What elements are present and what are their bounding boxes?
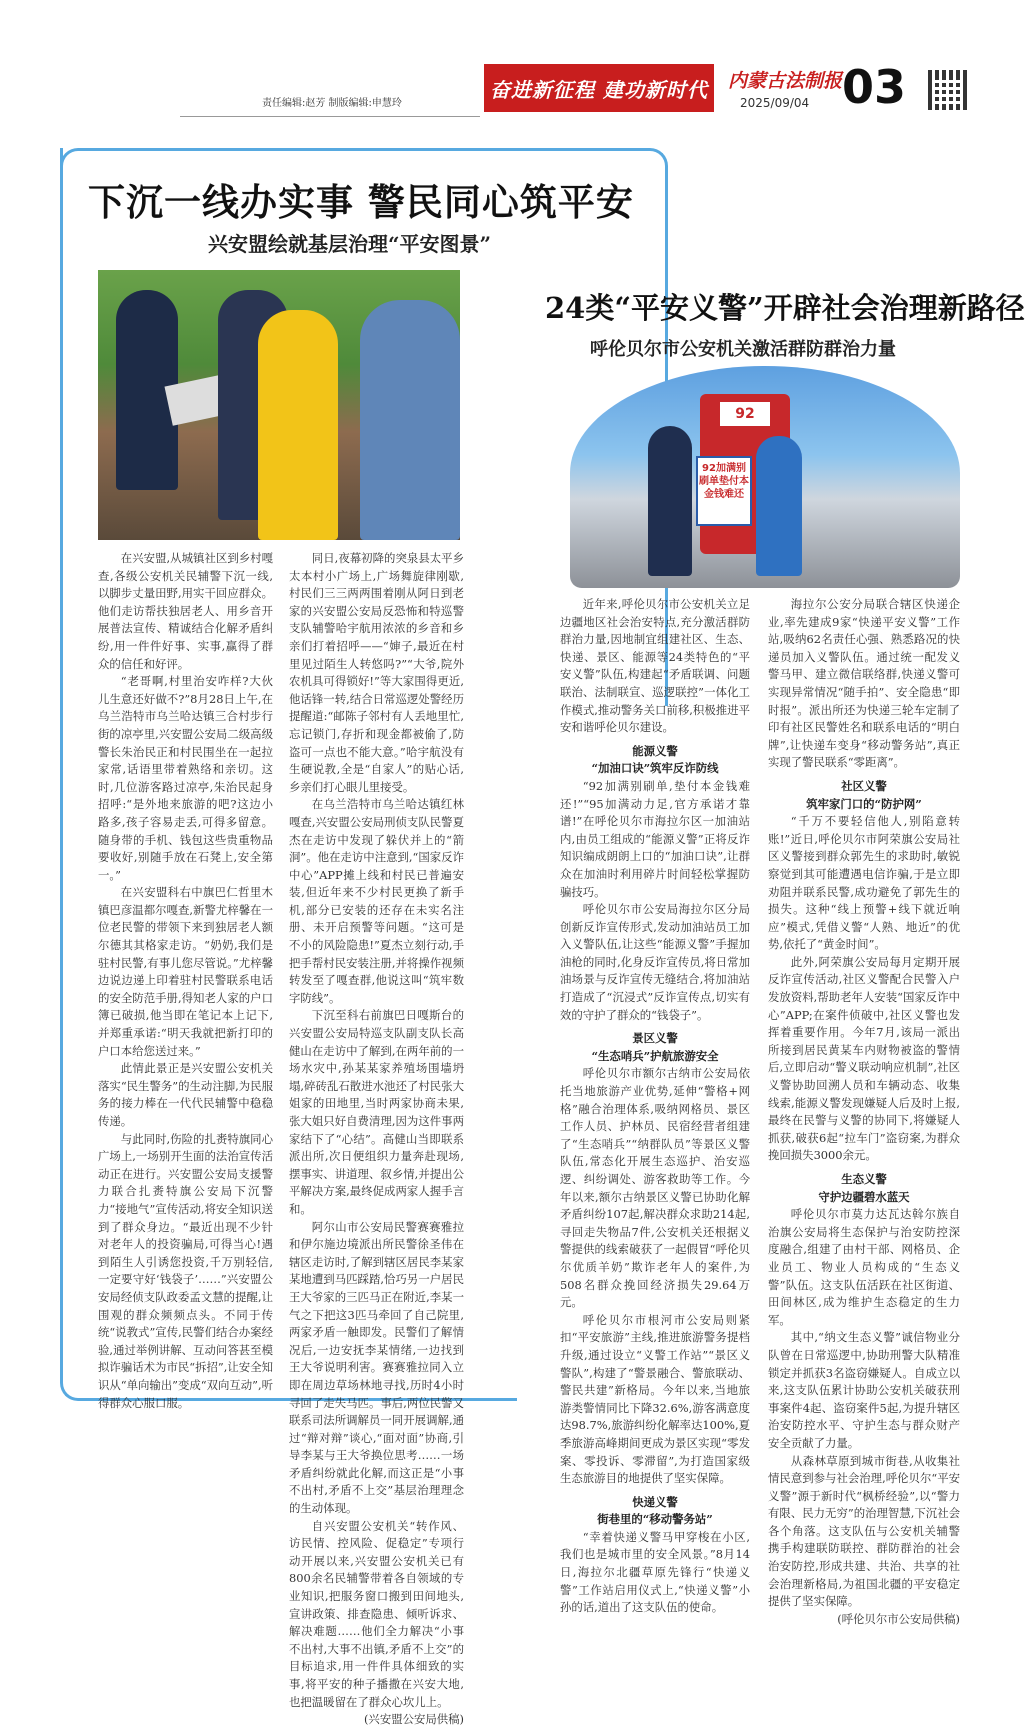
article2-paragraph: “92加满别刷单,垫付本金钱难还!”“95加满动力足,官方承诺才靠谱!”在呼伦贝尔市海拉尔区一加油站内,由员工组成的“能源义警”正将反诈知识编成朗朗上口的“加油口诀”,让群众在加油时利用碎片时间轻松掌握防骗技巧。 <box>560 778 750 899</box>
article2-paragraph: “幸着快递义警马甲穿梭在小区,我们也是城市里的安全风景。”8月14日,海拉尔北疆草原先锋行“快递义警”工作站启用仪式上,“快递义警”小孙的话,道出了这支队伍的使命。 <box>560 1529 750 1615</box>
article1-paragraph: “老哥啊,村里治安咋样?大伙儿生意还好做不?”8月28日上午,在乌兰浩特市乌兰哈达镇三合村步行街的凉亭里,兴安盟公安局二级高级警长朱治民正和村民围坐在一起拉家常,话语里带着熟络和亲切。这时,几位游客路过凉亭,朱治民起身招呼:“是外地来旅游的吧?这边小路多,孩子容易走丢,可得多留意。随身带的手机、钱包这些贵重物品要收好,别随手放在石凳上,安全第一。” <box>98 674 273 882</box>
photo-pump-sign: 92 <box>720 402 770 426</box>
article2-paragraph: 其中,“纳文生态义警”诚信物业分队曾在日常巡逻中,协助刑警大队精准锁定并抓获3名盗窃嫌疑人。自成立以来,这支队伍累计协助公安机关破获刑事案件4起、盗窃案件5起,为提升辖区治安防控水平、守护生态与群众财产安全贡献了力量。 <box>768 1330 960 1450</box>
article2-paragraph: “千万不要轻信他人,别陷意转账!”近日,呼伦贝尔市阿荣旗公安局社区义警接到群众郭先生的求助时,敏锐察觉到其可能遭遇电信诈骗,于是立即劝阻并联系民警,成功避免了郭先生的损失。这种“线上预警+线下就近响应”模式,凭借义警“人熟、地近”的优势,依托了“黄金时间”。 <box>768 814 960 952</box>
photo-figure-police <box>648 426 692 576</box>
editors-line: 责任编辑:赵芳 制版编辑:申慧玲 <box>262 98 402 109</box>
photo-figure-attendant <box>756 436 802 576</box>
section-label: 生态义警 <box>841 1172 887 1186</box>
slogan-banner: 奋进新征程 建功新时代 <box>484 64 714 112</box>
article2-subheadline: 呼伦贝尔市公安机关激活群防群治力量 <box>590 339 896 360</box>
article2-paragraph: 呼伦贝尔市莫力达瓦达斡尔族自治旗公安局将生态保护与治安防控深度融合,组建了由村干部、网格员、企业员工、物业人员构成的“生态义警”队伍。这支队伍活跃在社区街道、田间林区,成为维护生态稳定的生力军。 <box>768 1207 960 1327</box>
section-heading: 守护边疆碧水蓝天 <box>818 1189 910 1204</box>
section-label: 景区义警 <box>632 1031 678 1046</box>
article1-column-2 <box>289 550 464 1727</box>
article2-paragraph: 从森林草原到城市街巷,从收集社情民意到参与社会治理,呼伦贝尔“平安义警”源于新时代“枫桥经验”,以“警力有限、民力无穷”的治理智慧,下沉社会各个角落。这支队伍与公安机关辅警携手构建联防联控、群防群治的社会治安防控,形成共建、共治、共享的社会治理新格局,为祖国北疆的平安稳定提供了坚实保障。 <box>768 1453 960 1609</box>
article1-headline: 下沉一线办实事 警民同心筑平安 <box>88 180 634 224</box>
article1-paragraph: 此情此景正是兴安盟公安机关落实“民生警务”的生动注脚,为民服务的接力棒在一代代民辅警中稳稳传递。 <box>98 1061 273 1128</box>
article2-headline: 24类“平安义警”开辟社会治理新路径 <box>545 291 1025 325</box>
section-heading: “加油口诀”筑牢反诈防线 <box>591 761 719 776</box>
article1-paragraph: 在兴安盟科右中旗巴仁哲里木镇巴彦温都尔嘎查,新警尤梓馨在一位老民警的带领下来到独居老人额尔德其其格家走访。“奶奶,我们是驻村民警,有事儿您尽管说。”尤梓馨边说边递上印着驻村民警联系电话的安全防范手册,得知老人家的户口簿已破损,他当即在笔记本上记下,并郑重承诺:“明天我就把新打印的户口本给您送过来。” <box>98 885 273 1058</box>
article2-source: (呼伦贝尔市公安局供稿) <box>837 1611 960 1626</box>
article1-paragraph: 下沉至科右前旗巴日嘎斯台的兴安盟公安局特巡支队副支队长高健山在走访中了解到,在两年前的一场水灾中,孙某某家养殖场围墙坍塌,碎砖乱石散进水池还了村民张大姐家的田地里,当时两家协商未果,张大姐只好自费清理,因为这件事两家结下了“心结”。高健山当即联系派出所,次日便组织力量奔赴现场,摆事实、讲道理、叙乡情,并提出公平解决方案,最终促成两家人握手言和。 <box>289 1008 464 1216</box>
section-heading: “生态哨兵”护航旅游安全 <box>591 1048 719 1063</box>
section-label: 能源义警 <box>632 743 678 758</box>
article2-paragraph: 呼伦贝尔市公安局海拉尔区分局创新反诈宣传形式,发动加油站员工加入义警队伍,让这些“能源义警”手握加油枪的同时,化身反诈宣传员,将日常加油场景与反诈宣传无缝结合,将加油站打造成了“沉浸式”反诈宣传点,切实有效的守护了群众的“钱袋子”。 <box>560 902 750 1022</box>
page-number: 03 <box>842 60 907 114</box>
header-divider <box>180 116 480 117</box>
article1-paragraph: 同日,夜幕初降的突泉县太平乡太本村小广场上,广场舞旋律刚歇,村民们三三两两围着刚从阿日到老家的兴安盟公安局反恐怖和特巡警支队辅警哈宇航用浓浓的乡音和乡亲们打着招呼——“婶子,最近在村里见过陌生人转悠吗?”“大爷,院外农机具可得锁好!”等大家围得更近,他话锋一转,结合日常巡逻处警经历提醒道:“邮陈子邻村有人丢地里忙,忘记锁门,存折和现金都被偷了,防盗可一点也不能大意。”哈宇航没有生硬说教,全是“自家人”的贴心话,乡亲们打心眼儿里接受。 <box>289 551 464 794</box>
section-label: 快递义警 <box>632 1494 678 1509</box>
section-label: 社区义警 <box>841 778 887 793</box>
article1-paragraph: 阿尔山市公安局民警赛赛雅拉和伊尔施边境派出所民警徐圣伟在辖区走访时,了解到辖区居民李某家某地遭到马匹踩踏,恰巧另一户居民王大爷家的三匹马正在附近,李某一气之下把这3匹马牵回了自己院里,两家矛盾一触即发。民警们了解情况后,一边安抚李某情绪,一边找到王大爷说明利害。赛赛雅拉同入立即在周边草场林地寻找,历时4小时寻回了走失马匹。事后,两位民警又联系司法所调解员一同开展调解,通过“辩对辩”谈心,“面对面”协商,引导李某与王大爷换位思考……一场矛盾纠纷就此化解,而这正是“小事不出村,矛盾不上交”基层治理理念的生动体现。 <box>289 1219 464 1516</box>
article2-paragraph: 呼伦贝尔市额尔古纳市公安局依托当地旅游产业优势,延伸“警格+网格”融合治理体系,吸纳网格员、景区工作人员、护林员、民宿经营者组建了“生态哨兵”“纳群队员”等景区义警队伍,常态化开展生态巡护、治安巡逻、纠纷调处、游客救助等工作。今年以来,额尔古纳景区义警已协助化解矛盾纠纷107起,解决群众求助214起,寻回走失物品7件,公安机关还根据义警提供的线索破获了一起假冒“呼伦贝尔优质羊奶”欺诈老年人的案件,为508名群众挽回经济损失29.64万元。 <box>560 1066 750 1310</box>
photo-antifraud-poster: 92加满别刷单垫付本金钱难还 <box>696 456 752 526</box>
article1-column-1 <box>98 550 273 1410</box>
article1-paragraph: 与此同时,伤险的扎赉特旗同心广场上,一场别开生面的法治宣传活动正在进行。兴安盟公安局支援警力联合扎赉特旗公安局下沉警力“接地气”宣传活动,将安全知识送到了群众身边。“最近出现不少针对老年人的投资骗局,可得当心!遇到陌生人引诱您投资,千万别轻信,一定要守好‘钱袋子’……”兴安盟公安局经侦支队政委孟文慧的提醒,让围观的群众频频点头。不同于传统“说教式”宣传,民警们结合办案经验,通过举例讲解、互动问答甚至模拟诈骗话术为市民“拆招”,让安全知识从“单向输出”变成“双向互动”,听得群众心服口服。 <box>98 1131 273 1410</box>
article2-paragraph: 此外,阿荣旗公安局每月定期开展反诈宣传活动,社区义警配合民警入户发放资料,帮助老年人安装“国家反诈中心”APP;在案件侦破中,社区义警也发挥着重要作用。今年7月,该局一派出所接到居民黄某车内财物被盗的警情后,立即启动“警义联动响应机制”,社区义警协助回溯人员和车辆动态、收集线索,能源义警发现嫌疑人后及时上报,最终在民警与义警的协同下,将嫌疑人抓获,破获6起“拉车门”盗窃案,为群众挽回损失3000余元。 <box>768 954 960 1163</box>
newspaper-logo: 内蒙古法制报 <box>728 70 843 92</box>
article2-column-1 <box>560 596 750 1615</box>
article2-paragraph: 呼伦贝尔市根河市公安局则紧扣“平安旅游”主线,推进旅游警务提档升级,通过设立“义警工作站”“景区义警队”,构建了“警景融合、警旅联动、警民共建”新格局。今年以来,当地旅游类警情同比下降32.6%,游客满意度达98.7%,旅游纠纷化解率达100%,夏季旅游高峰期间更成为景区实现“零发案、零投诉、零滞留”,为打造国家级生态旅游目的地提供了坚实保障。 <box>560 1312 750 1486</box>
article1-photo <box>98 270 460 540</box>
article1-subheadline: 兴安盟绘就基层治理“平安图景” <box>208 232 492 256</box>
article2-photo <box>570 366 960 588</box>
photo-figure-villager-yellow <box>258 310 338 540</box>
article2-column-2 <box>768 596 960 1626</box>
article1-paragraph: 在乌兰浩特市乌兰哈达镇红林嘎查,兴安盟公安局刑侦支队民警夏杰在走访中发现了躲伏并上的“箭洞”。他在走访中注意到,“国家反诈中心”APP摊上线和村民已普遍安装,但近年来不少村民更换了新手机,部分已安装的还存在未实名注册、未开启预警等问题。“这可是不小的风险隐患!”夏杰立刻行动,手把手帮村民安装注册,并将操作视频转发至了嘎查群,他说这叫“筑牢数字防线”。 <box>289 797 464 1005</box>
article1-paragraph: 自兴安盟公安机关“转作风、访民情、控风险、促稳定”专项行动开展以来,兴安盟公安机关已有800余名民辅警带着各自领域的专业知识,把服务窗口搬到田间地头,宣讲政策、排查隐患、倾听诉求、解决难题……他们全力解决“小事不出村,大事不出镇,矛盾不上交”的目标追求,用一件件具体细致的实事,将平安的种子播撒在兴安大地,也把温暖留在了群众心坎儿上。 <box>289 1518 464 1709</box>
article1-source: (兴安盟公安局供稿) <box>363 1712 464 1727</box>
section-heading: 街巷里的“移动警务站” <box>597 1512 713 1527</box>
article2-intro: 近年来,呼伦贝尔市公安机关立足边疆地区社会治安特点,充分激活群防群治力量,因地制宜组建社区、生态、快递、景区、能源等24类特色的“平安义警”队伍,构建起“矛盾联调、问题联治、法制联宣、巡逻联控”一体化工作模式,推动警务关口前移,积极推进平安和谐呼伦贝尔建设。 <box>560 597 750 735</box>
section-heading: 筑牢家门口的“防护网” <box>806 796 922 811</box>
photo-figure-officer-man <box>360 300 460 540</box>
issue-date: 2025/09/04 <box>740 96 810 110</box>
article2-paragraph: 海拉尔公安分局联合辖区快递企业,率先建成9家“快递平安义警”工作站,吸纳62名责任心强、熟悉路况的快递员加入义警队伍。通过统一配发义警马甲、建立微信联络群,快递义警可实现异常情况“随手拍”、安全隐患“即时报”。派出所还为快递三轮车定制了印有社区民警姓名和联系电话的“明白牌”,让快递车变身“移动警务站”,真正实现了警民联系“零距离”。 <box>768 597 960 770</box>
article1-paragraph: 在兴安盟,从城镇社区到乡村嘎查,各级公安机关民辅警下沉一线,以脚步丈量田野,用实干回应群众。他们走访帮扶独居老人、用乡音开展普法宣传、精诚结合化解矛盾纠纷,用一件件好事、实事,赢得了群众的信任和好评。 <box>98 551 273 671</box>
qr-code-icon <box>928 70 968 110</box>
